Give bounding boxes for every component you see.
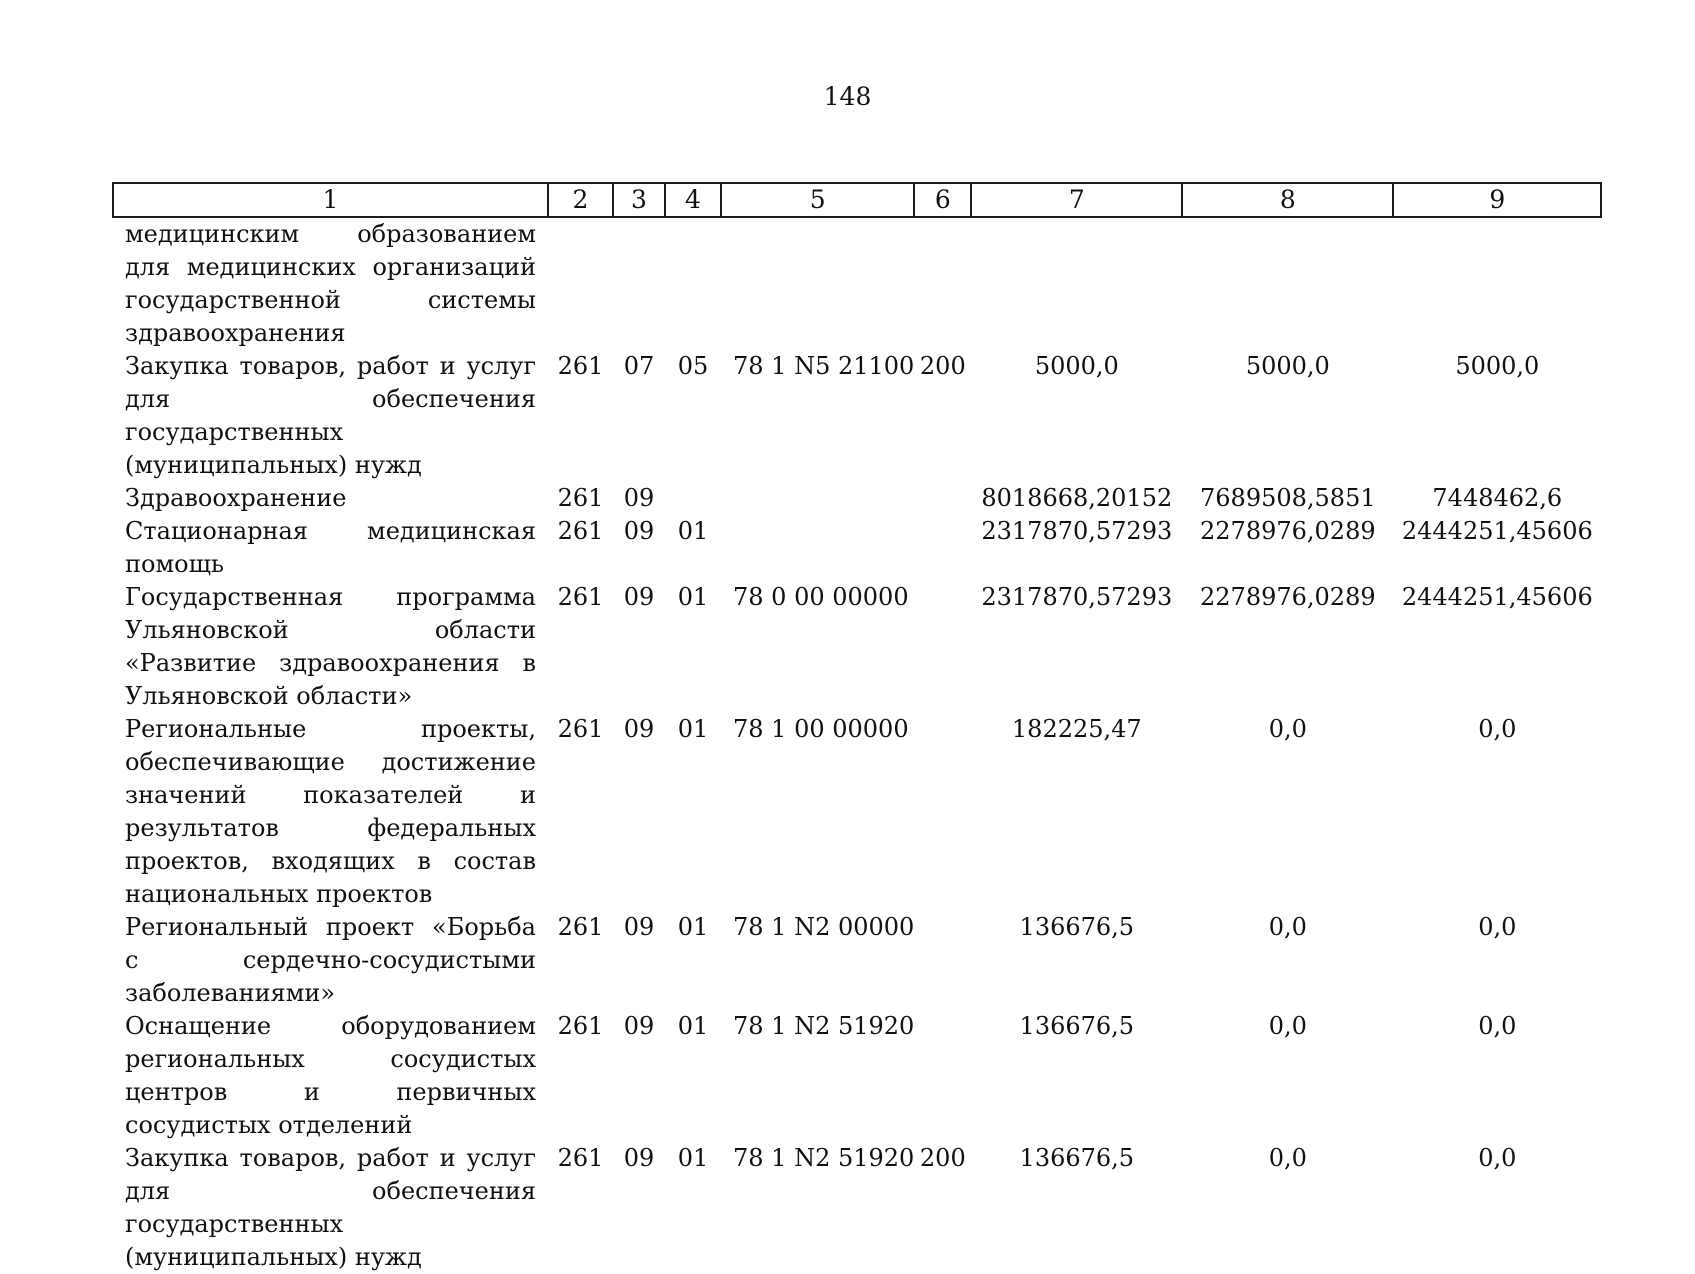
pr-cell: 01: [677, 583, 709, 611]
gr-cell: 261: [557, 583, 604, 611]
table-row: [113, 713, 1601, 911]
amount-col7-cell: 2317870,57293: [981, 517, 1173, 545]
table-row: [113, 1010, 1601, 1142]
pr-cell: [665, 482, 721, 515]
column-header: 7: [971, 183, 1182, 217]
row-name-cell: Стационарная медицинская помощь: [125, 517, 536, 578]
vr-cell: [914, 217, 971, 350]
amount-col8-cell: 0,0: [1268, 715, 1307, 743]
csr-cell: [721, 482, 914, 515]
vr-cell: [914, 482, 971, 515]
rz-cell: 09: [623, 1012, 655, 1040]
gr-cell: 261: [557, 1144, 604, 1172]
rz-cell: 07: [623, 352, 655, 380]
table-row: [113, 217, 1601, 350]
amount-col7-cell: 182225,47: [1011, 715, 1142, 743]
column-header: 6: [914, 183, 971, 217]
budget-table: [112, 182, 1602, 1274]
amount-col9-cell: 7448462,6: [1432, 484, 1563, 512]
table-row: [113, 350, 1601, 482]
column-header: 3: [613, 183, 665, 217]
table-row: [113, 581, 1601, 713]
csr-cell: 78 1 N2 51920: [733, 1012, 915, 1040]
amount-col7-cell: 136676,5: [1019, 1012, 1135, 1040]
gr-cell: 261: [557, 352, 604, 380]
amount-col7-cell: 136676,5: [1019, 913, 1135, 941]
row-name-cell: Региональные проекты, обеспечивающие достижение значений показателей и результатов федеральных проектов, входящих в состав национальных проектов: [125, 715, 536, 908]
gr-cell: 261: [557, 913, 604, 941]
amount-col8-cell: 7689508,5851: [1200, 484, 1376, 512]
pr-cell: 01: [677, 517, 709, 545]
rz-cell: 09: [623, 583, 655, 611]
pr-cell: [665, 217, 721, 350]
amount-col8-cell: 0,0: [1268, 913, 1307, 941]
vr-cell: 200: [919, 1144, 966, 1172]
column-header: 9: [1393, 183, 1601, 217]
column-header: 1: [113, 183, 548, 217]
page-number: 148: [823, 82, 872, 111]
column-header: 8: [1182, 183, 1393, 217]
amount-col7-cell: [971, 217, 1182, 350]
csr-cell: 78 1 00 00000: [733, 715, 909, 743]
amount-col8-cell: 2278976,0289: [1200, 583, 1376, 611]
pr-cell: 01: [677, 1144, 709, 1172]
rz-cell: 09: [623, 484, 655, 512]
amount-col9-cell: 0,0: [1478, 715, 1517, 743]
amount-col9-cell: 0,0: [1478, 1144, 1517, 1172]
rz-cell: 09: [623, 715, 655, 743]
row-name-cell: медицинским образованием для медицинских организаций государственной системы здравоохранения: [125, 220, 536, 347]
table-row: [113, 911, 1601, 1010]
csr-cell: 78 1 N2 51920: [733, 1144, 915, 1172]
row-name-cell: Региональный проект «Борьба с сердечно-сосудистыми заболеваниями»: [125, 913, 536, 1007]
table-row: [113, 482, 1601, 515]
vr-cell: [914, 713, 971, 911]
amount-col8-cell: 0,0: [1268, 1012, 1307, 1040]
amount-col8-cell: [1182, 217, 1393, 350]
gr-cell: 261: [557, 484, 604, 512]
row-name-cell: Государственная программа Ульяновской области «Развитие здравоохранения в Ульяновской области»: [125, 583, 536, 710]
table-row: [113, 1142, 1601, 1274]
csr-cell: 78 1 N2 00000: [733, 913, 915, 941]
amount-col7-cell: 8018668,20152: [981, 484, 1173, 512]
pr-cell: 01: [677, 715, 709, 743]
row-name-cell: Здравоохранение: [125, 484, 347, 512]
table-body: [113, 217, 1601, 1274]
pr-cell: 05: [677, 352, 709, 380]
rz-cell: [613, 217, 665, 350]
vr-cell: [914, 515, 971, 581]
vr-cell: 200: [919, 352, 966, 380]
amount-col8-cell: 2278976,0289: [1200, 517, 1376, 545]
pr-cell: 01: [677, 1012, 709, 1040]
row-name-cell: Закупка товаров, работ и услуг для обеспечения государственных (муниципальных) нужд: [125, 352, 536, 479]
amount-col7-cell: 136676,5: [1019, 1144, 1135, 1172]
row-name-cell: Закупка товаров, работ и услуг для обеспечения государственных (муниципальных) нужд: [125, 1144, 536, 1271]
gr-cell: 261: [557, 1012, 604, 1040]
table-header-row: [113, 183, 1601, 217]
column-header: 4: [665, 183, 721, 217]
csr-cell: [721, 217, 914, 350]
gr-cell: 261: [557, 715, 604, 743]
vr-cell: [914, 1010, 971, 1142]
gr-cell: [548, 217, 613, 350]
row-name-cell: Оснащение оборудованием региональных сосудистых центров и первичных сосудистых отделений: [125, 1012, 536, 1139]
table-row: [113, 515, 1601, 581]
amount-col8-cell: 5000,0: [1245, 352, 1330, 380]
csr-cell: 78 0 00 00000: [733, 583, 909, 611]
csr-cell: [721, 515, 914, 581]
rz-cell: 09: [623, 913, 655, 941]
amount-col9-cell: [1393, 217, 1601, 350]
vr-cell: [914, 911, 971, 1010]
amount-col7-cell: 2317870,57293: [981, 583, 1173, 611]
rz-cell: 09: [623, 517, 655, 545]
gr-cell: 261: [557, 517, 604, 545]
amount-col9-cell: 5000,0: [1455, 352, 1540, 380]
amount-col9-cell: 0,0: [1478, 913, 1517, 941]
csr-cell: 78 1 N5 21100: [733, 352, 915, 380]
amount-col9-cell: 2444251,45606: [1401, 583, 1593, 611]
amount-col7-cell: 5000,0: [1034, 352, 1119, 380]
amount-col8-cell: 0,0: [1268, 1144, 1307, 1172]
rz-cell: 09: [623, 1144, 655, 1172]
pr-cell: 01: [677, 913, 709, 941]
vr-cell: [914, 581, 971, 713]
column-header: 5: [721, 183, 914, 217]
amount-col9-cell: 0,0: [1478, 1012, 1517, 1040]
amount-col9-cell: 2444251,45606: [1401, 517, 1593, 545]
column-header: 2: [548, 183, 613, 217]
